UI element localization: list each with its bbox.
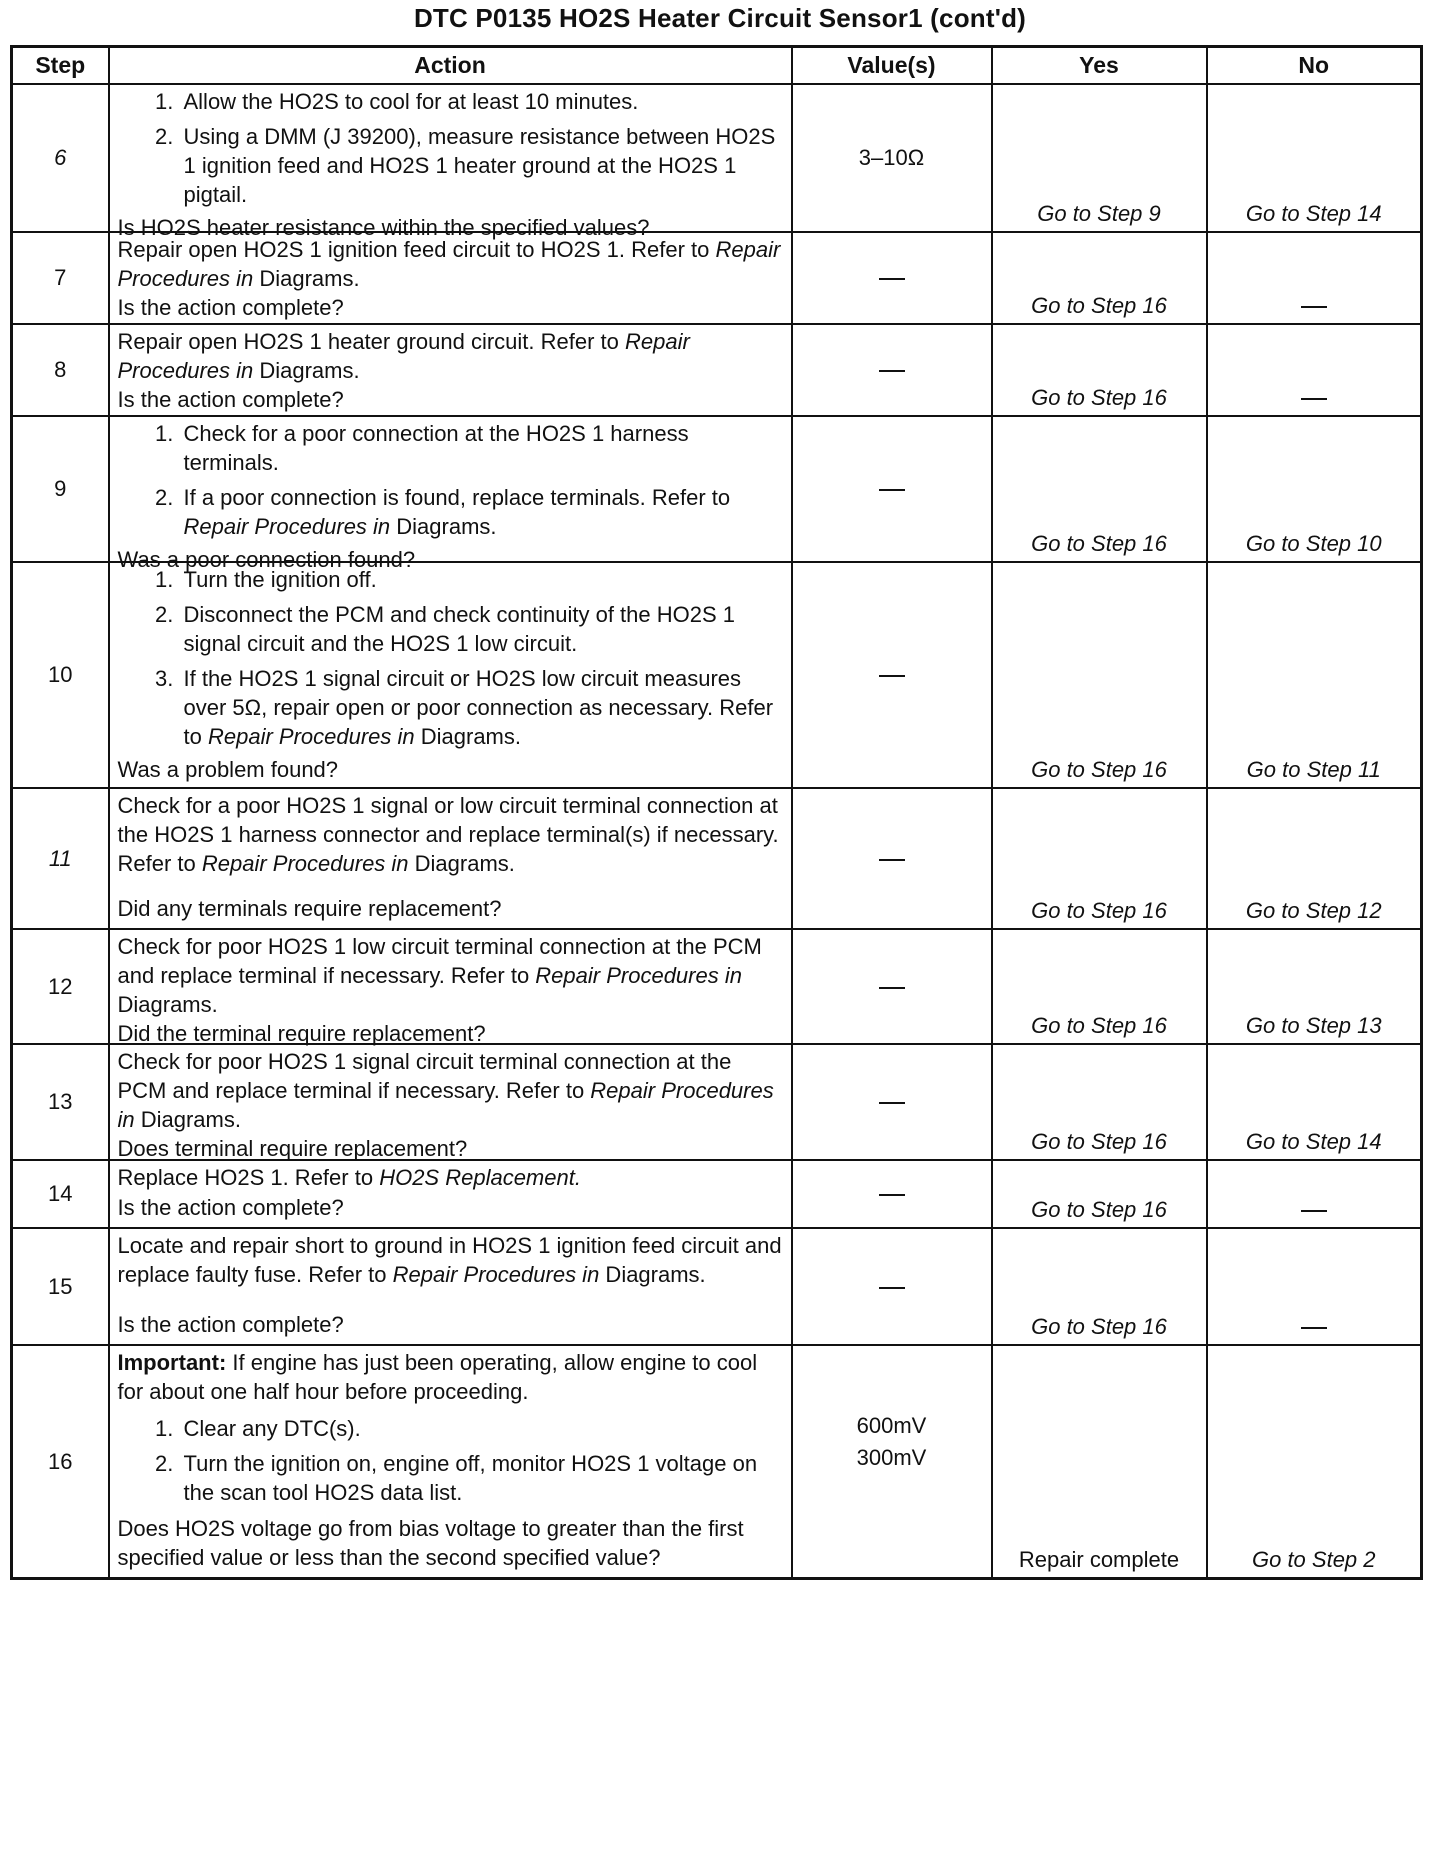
- action-cell: [109, 416, 792, 572]
- action-body: [118, 419, 783, 545]
- text-run: Check for a poor connection at the HO2S 1 harness terminals.: [183, 421, 689, 475]
- value-cell: [792, 562, 992, 788]
- table-row: [12, 1160, 1422, 1228]
- header-values: Value(s): [792, 47, 992, 85]
- yes-result: [992, 562, 1207, 788]
- action-step: [180, 419, 783, 477]
- text-run: Using a DMM (J 39200), measure resistance between HO2S 1 ignition feed and HO2S 1 heater ground at the HO2S 1 pigtail.: [183, 124, 776, 207]
- text-run: Turn the ignition on, engine off, monitor HO2S 1 voltage on the scan tool HO2S data list.: [183, 1451, 758, 1505]
- page-title: DTC P0135 HO2S Heater Circuit Sensor1 (cont'd): [413, 3, 1027, 33]
- dash-text: [1327, 293, 1328, 294]
- action-question: Is HO2S heater resistance within the specified values?: [117, 215, 650, 240]
- value-cell: [792, 929, 992, 1044]
- yes-result: [992, 1345, 1207, 1579]
- value-item: [793, 662, 991, 688]
- dash-text: [905, 357, 906, 358]
- dash-text: [905, 662, 906, 663]
- action-paragraph: [118, 327, 783, 385]
- dash-text: [905, 265, 906, 266]
- action-paragraph: [118, 1163, 783, 1192]
- cell-text: Go to Step 16: [1031, 293, 1167, 318]
- action-steps: [118, 87, 783, 209]
- step-number: 10: [12, 562, 109, 788]
- action-cell: [109, 232, 792, 324]
- value-item: [793, 846, 991, 872]
- no-result: [1207, 1228, 1422, 1345]
- cell-text: Go to Step 16: [1031, 1314, 1167, 1339]
- dash-text: [1327, 385, 1328, 386]
- cell-text: 300mV: [856, 1444, 927, 1470]
- text-run: Diagrams.: [117, 992, 218, 1017]
- yes-result: [992, 1228, 1207, 1345]
- text-run: Diagrams.: [408, 851, 515, 876]
- value-cell: [792, 1345, 992, 1579]
- cell-text: 600mV: [856, 1412, 927, 1438]
- no-result: [1207, 324, 1422, 416]
- text-run: Locate and repair short to ground in HO2S 1 ignition feed circuit and replace faulty fuse. Refer to: [117, 1233, 782, 1287]
- value-item: [793, 265, 991, 291]
- dash-text: [1327, 1197, 1328, 1198]
- text-run: Diagrams.: [253, 266, 360, 291]
- no-result: [1207, 788, 1422, 929]
- cell-text: Go to Step 13: [1245, 1013, 1382, 1038]
- value-cell: [792, 84, 992, 232]
- reference-link-text: Repair Procedures in: [117, 1078, 774, 1132]
- action-cell: [109, 1044, 792, 1160]
- table-row: [12, 562, 1422, 788]
- reference-link-text: Repair Procedures in: [201, 851, 409, 876]
- action-body: [118, 235, 783, 293]
- text-run: Diagrams.: [599, 1262, 706, 1287]
- yes-result: [992, 324, 1207, 416]
- action-paragraph: [118, 235, 783, 293]
- action-cell: [109, 1160, 792, 1228]
- text-run: Allow the HO2S to cool for at least 10 minutes.: [183, 89, 639, 114]
- dash: [879, 278, 905, 280]
- action-content: [117, 1047, 783, 1161]
- action-body: [118, 87, 783, 213]
- dash: [879, 1287, 905, 1289]
- yes-result: [992, 416, 1207, 562]
- action-question: Is the action complete?: [117, 1195, 344, 1220]
- value-cell: [792, 1044, 992, 1160]
- dash: [879, 1102, 905, 1104]
- action-content: [118, 791, 783, 923]
- cell-text: Go to Step 16: [1031, 385, 1167, 410]
- action-paragraph: [118, 932, 783, 1019]
- value-cell: [792, 788, 992, 929]
- action-cell: [109, 1228, 792, 1345]
- dash-text: [1327, 1314, 1328, 1315]
- dash-text: [905, 846, 906, 847]
- dash: [879, 859, 905, 861]
- action-question: Is the action complete?: [117, 387, 344, 412]
- table-row: [12, 416, 1422, 562]
- cell-text: Go to Step 14: [1245, 1129, 1382, 1154]
- action-body: [118, 1163, 783, 1192]
- action-paragraph: [118, 791, 783, 878]
- dash: [879, 1194, 905, 1196]
- action-question: Was a poor connection found?: [117, 547, 416, 572]
- action-step: [180, 87, 783, 116]
- cell-text: 3–10Ω: [858, 145, 925, 170]
- text-run: Check for a poor HO2S 1 signal or low circuit terminal connection at the HO2S 1 harness connector and replace terminal(s) if necessary. Refer to: [117, 793, 779, 876]
- value-cell: [792, 324, 992, 416]
- text-run: Repair open HO2S 1 ignition feed circuit to HO2S 1. Refer to: [117, 237, 716, 262]
- action-step: [180, 1449, 783, 1507]
- action-content: [118, 565, 783, 782]
- no-result: [1207, 929, 1422, 1044]
- action-step: [180, 1414, 783, 1443]
- cell-text: Go to Step 14: [1245, 201, 1382, 226]
- dash-text: [905, 476, 906, 477]
- action-content: [117, 932, 783, 1046]
- table-row: [12, 324, 1422, 416]
- table-row: [12, 929, 1422, 1044]
- dash-text: [905, 1089, 906, 1090]
- reference-link-text: Repair Procedures in: [207, 724, 415, 749]
- yes-result: [992, 1160, 1207, 1228]
- action-question: Does HO2S voltage go from bias voltage to greater than the first specified value or less than the second specified value?: [117, 1516, 744, 1570]
- text-run: Diagrams.: [134, 1107, 241, 1132]
- action-body: [118, 565, 783, 755]
- reference-link-text: Repair Procedures in: [535, 963, 742, 988]
- table-row: [12, 1345, 1422, 1579]
- text-run: Repair open HO2S 1 heater ground circuit. Refer to: [117, 329, 625, 354]
- value-item: [793, 357, 991, 383]
- text-run: If engine has just been operating, allow engine to cool for about one half hour before proceeding.: [117, 1350, 758, 1404]
- value-cell: [792, 232, 992, 324]
- action-content: [118, 1231, 783, 1339]
- step-number: 13: [12, 1044, 109, 1160]
- action-cell: [109, 1345, 792, 1579]
- no-result: [1207, 84, 1422, 232]
- action-content: [117, 419, 783, 572]
- reference-link-text: Repair Procedures in: [117, 329, 690, 383]
- table-row: [12, 1228, 1422, 1345]
- table-row: [12, 788, 1422, 929]
- no-result: [1207, 562, 1422, 788]
- text-run: Clear any DTC(s).: [183, 1416, 361, 1441]
- dash: [879, 987, 905, 989]
- diagnostic-table: [10, 45, 1423, 1580]
- action-content: [118, 1163, 783, 1222]
- action-content: [117, 87, 783, 240]
- action-body: [118, 1348, 783, 1511]
- text-run: Check for poor HO2S 1 low circuit terminal connection at the PCM and replace terminal if necessary. Refer to: [117, 934, 762, 988]
- dash: [879, 675, 905, 677]
- text-run: Turn the ignition off.: [183, 567, 377, 592]
- action-content: [118, 235, 783, 318]
- action-step: [180, 565, 783, 594]
- action-body: [118, 932, 783, 1019]
- action-steps: [118, 565, 783, 751]
- action-cell: [109, 788, 792, 929]
- reference-link-text: Repair Procedures in: [117, 237, 781, 291]
- cell-text: Go to Step 16: [1031, 1129, 1167, 1154]
- header-yes: Yes: [992, 47, 1207, 85]
- action-cell: [109, 929, 792, 1044]
- action-body: [118, 1047, 783, 1134]
- reference-link-text: Repair Procedures in: [183, 514, 391, 539]
- step-number: 15: [12, 1228, 109, 1345]
- value-item: [793, 1181, 991, 1207]
- text-run: Diagrams.: [414, 724, 521, 749]
- action-paragraph: [118, 1231, 783, 1289]
- table-header-row: [12, 47, 1422, 85]
- dash: [1301, 306, 1327, 308]
- action-question: Is the action complete?: [117, 295, 344, 320]
- text-run: Replace HO2S 1. Refer to: [117, 1165, 380, 1190]
- action-step: [180, 122, 783, 209]
- action-question: Did the terminal require replacement?: [117, 1021, 486, 1046]
- value-item: [793, 476, 991, 502]
- dash: [879, 489, 905, 491]
- cell-text: Repair complete: [1018, 1547, 1180, 1572]
- action-question: Was a problem found?: [117, 757, 339, 782]
- action-paragraph: [118, 1348, 783, 1406]
- dash: [1301, 1210, 1327, 1212]
- cell-text: Go to Step 11: [1246, 757, 1381, 782]
- cell-text: Go to Step 2: [1251, 1547, 1376, 1572]
- step-number: 7: [12, 232, 109, 324]
- value-cell: [792, 1160, 992, 1228]
- action-cell: [109, 324, 792, 416]
- text-run: If the HO2S 1 signal circuit or HO2S low circuit measures over 5Ω, repair open or poor connection as necessary. Refer to: [183, 666, 774, 749]
- action-question: Did any terminals require replacement?: [117, 896, 502, 921]
- table-row: [12, 1044, 1422, 1160]
- action-body: [118, 327, 783, 385]
- dash: [1301, 398, 1327, 400]
- action-steps: [118, 1414, 783, 1507]
- cell-text: Go to Step 16: [1031, 1197, 1167, 1222]
- cell-text: Go to Step 9: [1037, 201, 1161, 226]
- step-number: 11: [12, 788, 109, 929]
- text-run: Check for poor HO2S 1 signal circuit terminal connection at the PCM and replace terminal if necessary. Refer to: [117, 1049, 732, 1103]
- value-item: [793, 1445, 991, 1471]
- table-row: [12, 232, 1422, 324]
- action-cell: [109, 84, 792, 240]
- action-question: Does terminal require replacement?: [117, 1136, 468, 1161]
- value-item: [793, 1413, 991, 1439]
- value-item: [793, 145, 991, 171]
- cell-text: Go to Step 16: [1031, 531, 1167, 556]
- dash-text: [905, 974, 906, 975]
- important-label: Important:: [117, 1350, 227, 1375]
- step-number: 9: [12, 416, 109, 562]
- text-run: Diagrams.: [253, 358, 360, 383]
- yes-result: [992, 232, 1207, 324]
- header-step: Step: [12, 47, 109, 85]
- text-run: Disconnect the PCM and check continuity of the HO2S 1 signal circuit and the HO2S 1 low circuit.: [183, 602, 736, 656]
- action-question: Is the action complete?: [117, 1312, 344, 1337]
- no-result: [1207, 416, 1422, 562]
- cell-text: Go to Step 16: [1031, 1013, 1167, 1038]
- action-step: [180, 664, 783, 751]
- dash-text: [905, 1274, 906, 1275]
- action-steps: [118, 419, 783, 541]
- action-step: [180, 483, 783, 541]
- text-run: If a poor connection is found, replace terminals. Refer to: [183, 485, 731, 510]
- value-cell: [792, 1228, 992, 1345]
- yes-result: [992, 1044, 1207, 1160]
- yes-result: [992, 788, 1207, 929]
- value-item: [793, 1274, 991, 1300]
- action-paragraph: [118, 1047, 783, 1134]
- no-result: [1207, 1345, 1422, 1579]
- header-no: No: [1207, 47, 1422, 85]
- reference-link-text: HO2S Replacement.: [379, 1165, 581, 1190]
- step-number: 14: [12, 1160, 109, 1228]
- action-body: [118, 1231, 783, 1289]
- no-result: [1207, 1044, 1422, 1160]
- value-item: [793, 1089, 991, 1115]
- cell-text: Go to Step 12: [1245, 898, 1382, 923]
- step-number: 6: [12, 84, 109, 232]
- step-number: 8: [12, 324, 109, 416]
- yes-result: [992, 929, 1207, 1044]
- step-number: 12: [12, 929, 109, 1044]
- action-content: [118, 1348, 783, 1572]
- yes-result: [992, 84, 1207, 232]
- cell-text: Go to Step 16: [1031, 757, 1167, 782]
- reference-link-text: Repair Procedures in: [392, 1262, 600, 1287]
- no-result: [1207, 232, 1422, 324]
- dash-text: [905, 1181, 906, 1182]
- cell-text: Go to Step 10: [1245, 531, 1382, 556]
- no-result: [1207, 1160, 1422, 1228]
- action-content: [118, 327, 783, 410]
- action-body: [118, 791, 783, 878]
- value-cell: [792, 416, 992, 562]
- action-step: [180, 600, 783, 658]
- table-row: [12, 84, 1422, 232]
- step-number: 16: [12, 1345, 109, 1579]
- text-run: Diagrams.: [390, 514, 497, 539]
- dash: [1301, 1327, 1327, 1329]
- dash: [879, 370, 905, 372]
- value-item: [793, 974, 991, 1000]
- header-action: Action: [109, 47, 792, 85]
- action-cell: [109, 562, 792, 788]
- cell-text: Go to Step 16: [1031, 898, 1167, 923]
